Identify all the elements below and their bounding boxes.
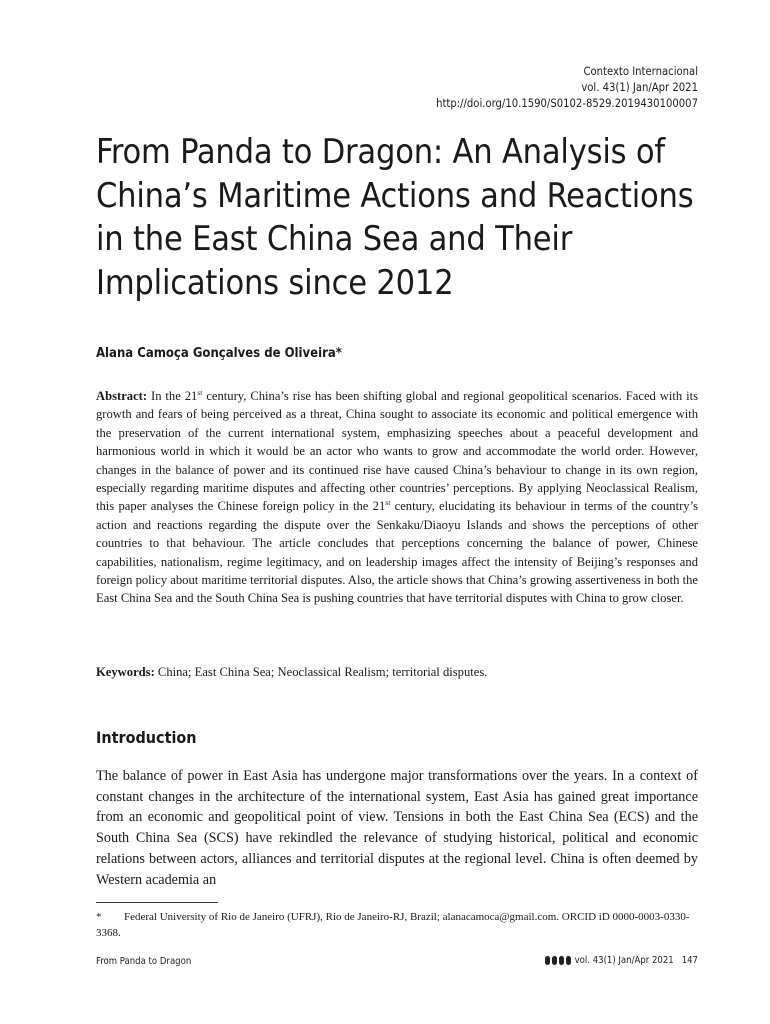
section-heading-introduction: Introduction (96, 728, 197, 747)
abstract-text-3: century, elucidating its behaviour in terms of the country’s action and reactions regarding the dispute over the Senkaku/Diaoyu Islands and shows the perceptions of other countries to that behaviour. The article concludes that perceptions concerning the balance of power, Chinese capabilities, nationalism, regime legitimacy, and on leadership images affect the intensity of Beijing’s responses and foreign policy about maritime territorial disputes. Also, the article shows that China’s growing assertiveness in both the East China Sea and the South China Sea is pushing countries that have territorial disputes with China to grow closer. (96, 499, 698, 606)
page-number: 147 (681, 955, 698, 966)
abstract-text-1: In the 21 (151, 389, 198, 403)
footnote-divider (96, 902, 218, 903)
introduction-paragraph: The balance of power in East Asia has undergone major transformations over the years. In a context of constant changes in the architecture of the international system, East Asia has gained great importance from an economic and geopolitical point of view. Tensions in both the East China Sea (ECS) and the South China Sea (SCS) have rekindled the relevance of studying historical, political and economic relations between actors, alliances and territorial disputes at the regional level. China is often deemed by Western academia an (96, 768, 698, 888)
abstract (96, 387, 698, 608)
keywords-text: China; East China Sea; Neoclassical Realism; territorial disputes. (154, 665, 488, 679)
footnote-marker: * (96, 911, 102, 923)
keywords (96, 663, 698, 681)
keywords-label: Keywords: (96, 665, 155, 679)
author-name: Alana Camoça Gonçalves de Oliveira* (96, 346, 342, 361)
abstract-label: Abstract: (96, 389, 148, 403)
superscript-st-2: st (385, 498, 391, 508)
superscript-st-1: st (197, 387, 203, 397)
footnote-text: Federal University of Rio de Janeiro (UFRJ), Rio de Janeiro-RJ, Brazil; alanacamoca@gmail.com. ORCID iD 0000-0003-0330-3368. (96, 911, 690, 939)
journal-header (436, 64, 698, 112)
paper-title: From Panda to Dragon: An Analysis of China’s Maritime Actions and Reactions in the East China Sea and Their Implications since 2012 (96, 132, 694, 303)
doi-link[interactable]: http://doi.org/10.1590/S0102-8529.2019430100007 (436, 97, 698, 110)
abstract-text-2: century, China’s rise has been shifting global and regional geopolitical scenarios. Faced with its growth and fears of being perceived as a threat, China sought to associate its economic and political emergence with the preservation of the current international system, emphasizing speeches about a peaceful development and harmonious world in which it would be an actor who wants to grow and accommodate the world order. However, changes in the balance of power and its continued rise have caused China’s behaviour to change in its own region, especially regarding maritime disputes and affecting other countries’ perceptions. By applying Neoclassical Realism, this paper analyses the Chinese foreign policy in the 21 (96, 389, 698, 514)
footnote (96, 909, 698, 941)
journal-volume: vol. 43(1) Jan/Apr 2021 (581, 81, 698, 94)
journal-name: Contexto Internacional (583, 65, 698, 78)
running-footer-title: From Panda to Dragon (96, 956, 192, 967)
footer-volume: vol. 43(1) Jan/Apr 2021 (574, 955, 674, 966)
journal-logo-icon (545, 955, 571, 966)
running-footer (545, 955, 698, 966)
